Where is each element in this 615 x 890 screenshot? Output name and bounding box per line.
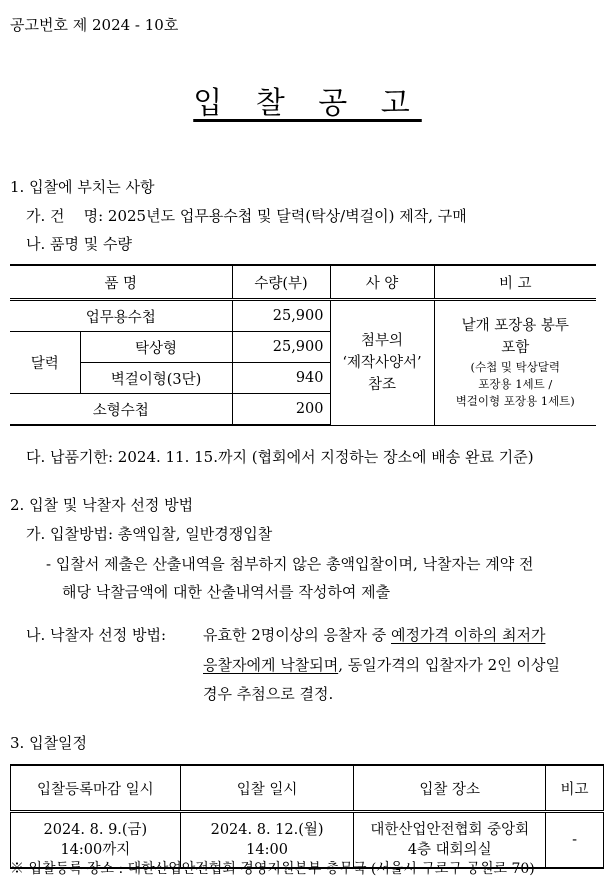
selection-method-line3: 경우 추첨으로 결정.	[203, 685, 334, 703]
note-cell	[434, 300, 596, 426]
selection-underlined: 응찰자에게 낙찰되며	[203, 656, 339, 674]
note-sub-line: (수첩 및 탁상달력	[470, 360, 561, 375]
row-qty: 25,900	[232, 332, 330, 363]
notice-number: 공고번호 제 2024 - 10호	[10, 16, 179, 34]
selection-method-line1	[203, 624, 545, 645]
note-line: 낱개 포장용 봉투	[461, 318, 569, 335]
deadline-time: 14:00까지	[60, 842, 131, 858]
selection-text: , 동일가격의 입찰자가 2인 이상일	[338, 656, 560, 674]
section1-heading: 1. 입찰에 부치는 사항	[10, 178, 155, 196]
header-note: 비 고	[434, 265, 596, 300]
spec-line: 참조	[367, 376, 396, 393]
selection-text: 유효한 2명이상의 응찰자 중	[203, 626, 392, 644]
row-qty: 200	[232, 394, 330, 426]
row-group-calendar: 달력	[10, 332, 80, 394]
place-line: 대한산업안전협회 중앙회	[370, 822, 530, 838]
bid-method: 가. 입찰방법: 총액입찰, 일반경쟁입찰	[26, 525, 273, 543]
bid-date: 2024. 8. 12.(월)	[210, 822, 324, 838]
spec-line: ‘제작사양서’	[342, 354, 422, 371]
header-bid-time: 입찰 일시	[180, 765, 354, 812]
bid-method-detail-line1: - 입찰서 제출은 산출내역을 첨부하지 않은 총액입찰이며, 낙찰자는 계약 전	[46, 555, 534, 573]
spec-cell	[330, 300, 434, 426]
delivery-deadline: 다. 납품기한: 2024. 11. 15.까지 (협회에서 지정하는 장소에 배송 완료 기준)	[26, 448, 534, 466]
place-line: 4층 대회의실	[407, 842, 492, 858]
bid-method-detail-line2: 해당 낙찰금액에 대한 산출내역서를 작성하여 제출	[62, 583, 391, 601]
row-name: 탁상형	[80, 332, 232, 363]
header-note: 비고	[546, 765, 604, 812]
section2-heading: 2. 입찰 및 낙찰자 선정 방법	[10, 496, 194, 514]
schedule-table	[10, 764, 604, 869]
selection-method-line2	[203, 654, 560, 675]
note-sub-line: 포장용 1세트 /	[478, 377, 553, 392]
item-quantity-heading: 나. 품명 및 수량	[26, 235, 133, 253]
row-qty: 940	[232, 363, 330, 394]
row-name: 벽걸이형(3단)	[80, 363, 232, 394]
deadline-date: 2024. 8. 9.(금)	[43, 822, 148, 838]
page-title: 입 찰 공 고	[193, 86, 422, 121]
header-quantity: 수량(부)	[232, 265, 330, 300]
header-spec: 사 양	[330, 265, 434, 300]
footnote: ※ 입찰등록 장소 : 대한산업안전협회 경영지원본부 총무국 (서울시 구로구 공원로 70)	[10, 861, 535, 877]
row-qty: 25,900	[232, 300, 330, 332]
note-line: 포함	[501, 340, 530, 357]
row-name: 소형수첩	[10, 394, 232, 426]
section3-heading: 3. 입찰일정	[10, 734, 88, 752]
note-cell: -	[546, 812, 604, 869]
selection-method-label: 나. 낙찰자 선정 방법:	[26, 626, 167, 644]
header-item-name: 품 명	[10, 265, 232, 300]
item-title: 가. 건 명: 2025년도 업무용수첩 및 달력(탁상/벽걸이) 제작, 구매	[26, 207, 467, 225]
spec-line: 첨부의	[360, 332, 404, 349]
selection-underlined: 예정가격 이하의 최저가	[391, 626, 546, 644]
header-registration-deadline: 입찰등록마감 일시	[11, 765, 181, 812]
note-sub-line: 벽걸이형 포장용 1세트)	[455, 394, 575, 409]
header-bid-place: 입찰 장소	[354, 765, 546, 812]
row-name: 업무용수첩	[10, 300, 232, 332]
item-table	[10, 264, 596, 426]
bid-hour: 14:00	[246, 842, 288, 858]
